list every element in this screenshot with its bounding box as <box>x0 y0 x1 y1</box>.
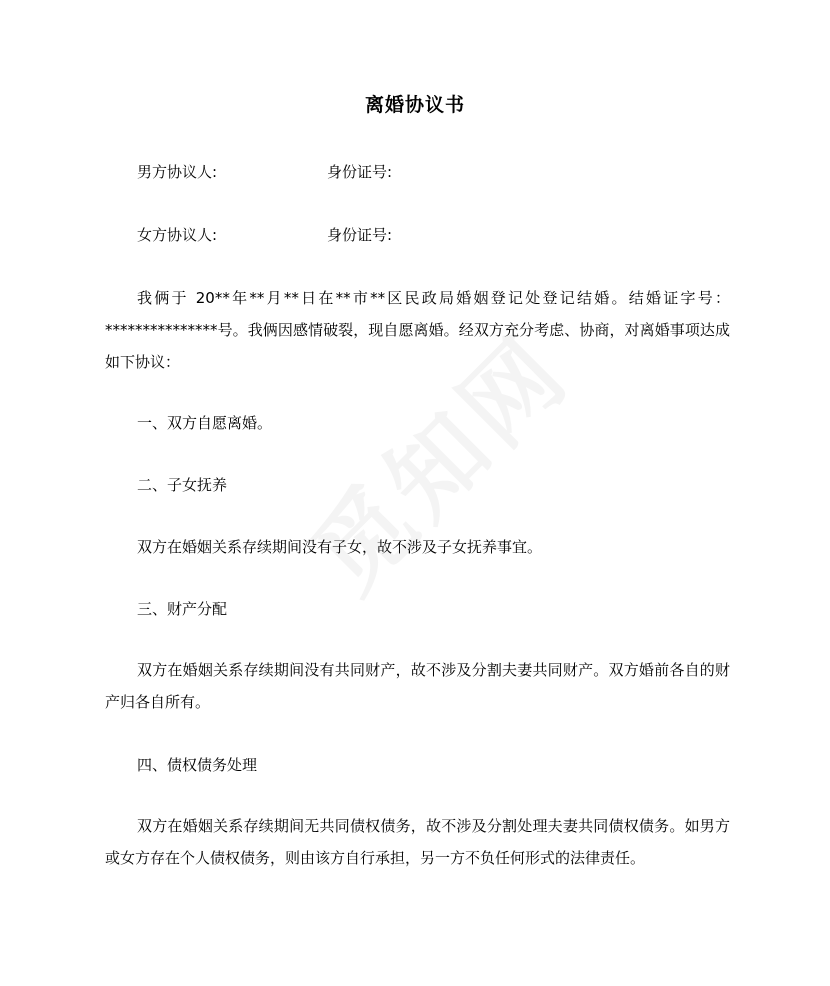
section3-body: 双方在婚姻关系存续期间没有共同财产，故不涉及分割夫妻共同财产。双方婚前各自的财产归各自所有。 <box>105 661 730 711</box>
section4-heading: 四、债权债务处理 <box>137 756 258 774</box>
husband-id-label: 身份证号: <box>327 163 393 181</box>
document-title: 离婚协议书 <box>364 94 465 116</box>
wife-label: 女方协议人: <box>137 226 218 244</box>
wife-row <box>137 225 737 245</box>
section2-heading: 二、子女抚养 <box>137 476 228 494</box>
intro-paragraph: 我俩于 20**年**月**日在**市**区民政局婚姻登记处登记结婚。结婚证字号：***************号。我俩因感情破裂，现自愿离婚。经双方充分考虑、协商，对离婚事项达成如下协议： <box>105 289 730 371</box>
section3-heading: 三、财产分配 <box>137 600 228 618</box>
wife-id-label: 身份证号: <box>327 226 393 244</box>
section4-body: 双方在婚姻关系存续期间无共同债权债务，故不涉及分割处理夫妻共同债权债务。如男方或女方存在个人债权债务，则由该方自行承担，另一方不负任何形式的法律责任。 <box>105 817 730 867</box>
section2-body: 双方在婚姻关系存续期间没有子女，故不涉及子女抚养事宜。 <box>137 538 543 556</box>
husband-label: 男方协议人: <box>137 163 218 181</box>
husband-row <box>137 162 737 182</box>
section1-heading: 一、双方自愿离婚。 <box>137 414 273 432</box>
